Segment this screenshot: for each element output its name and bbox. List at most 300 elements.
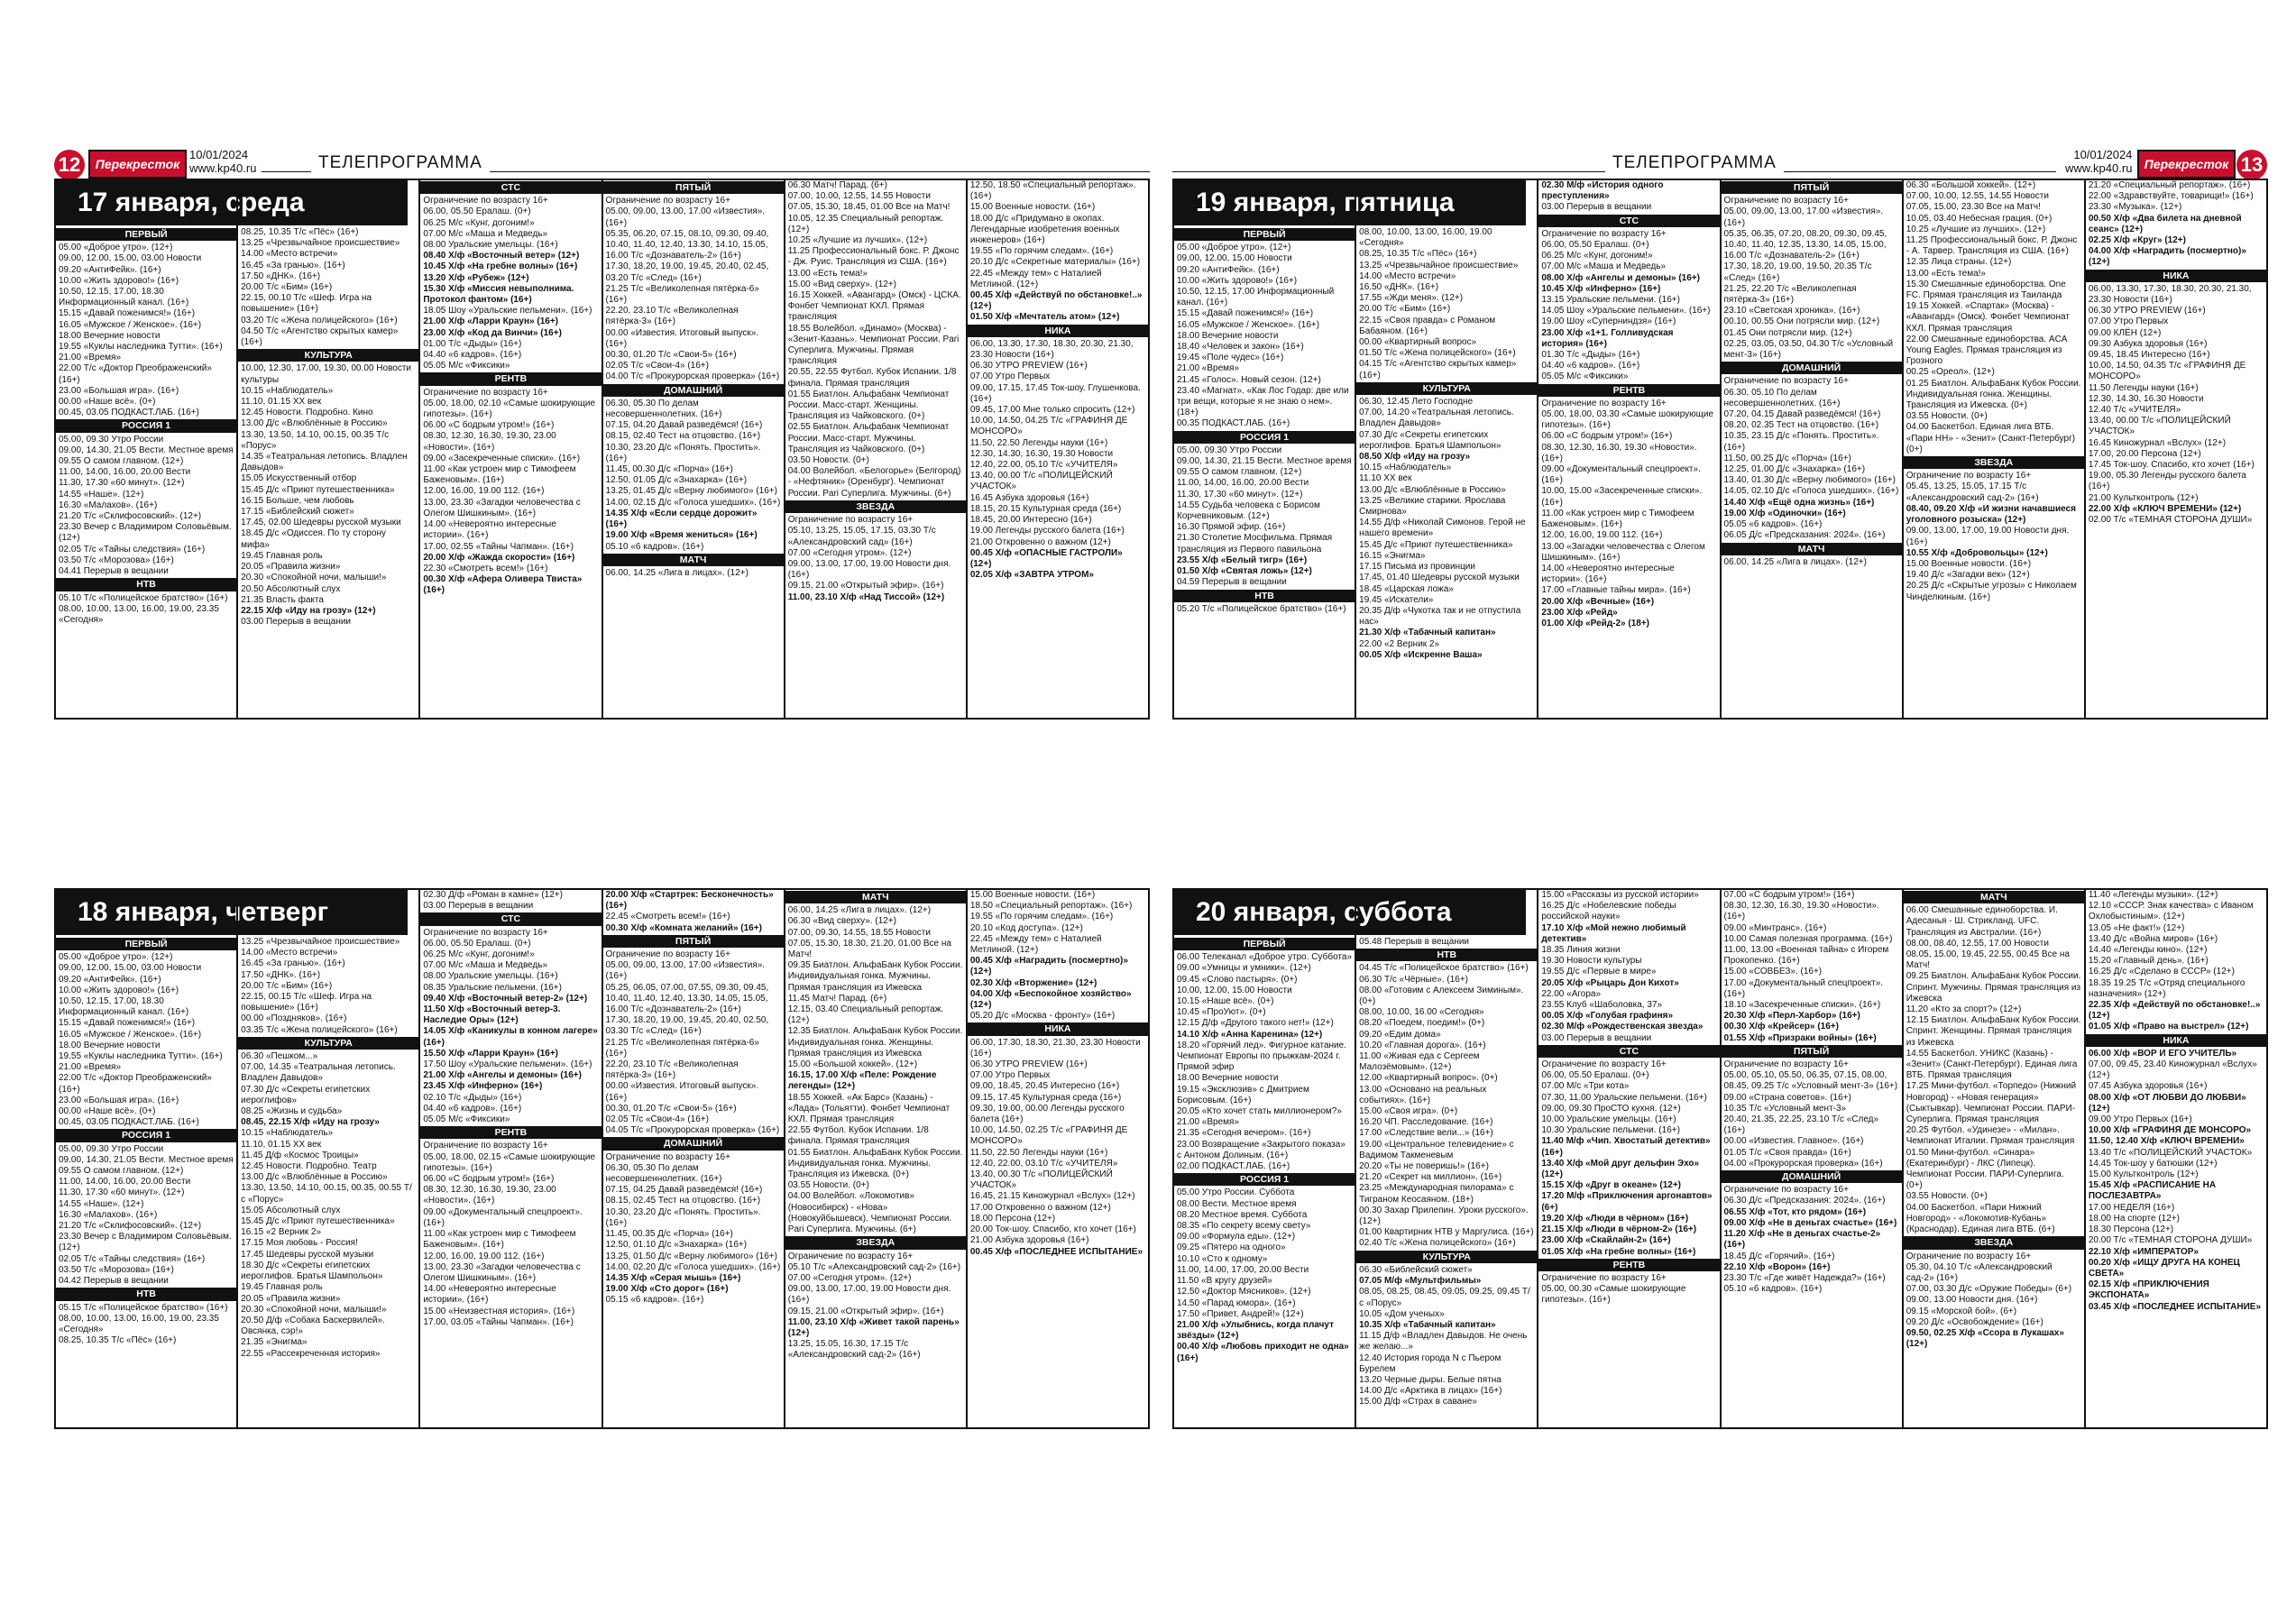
program-listing: 04.00 Х/ф «Беспокойное хозяйство» (12+) (969, 988, 1132, 1011)
program-listing: 05.20 Т/с «Полицейское братство» (16+) (1177, 603, 1346, 614)
schedule-columns (56, 890, 1148, 1427)
program-listing: 11.00, 23.10 Х/ф «Живет такой парень» (12+) (787, 1316, 960, 1338)
program-listing: 05.48 Перерыв в вещании (1359, 937, 1470, 947)
program-listing: 05.20 Д/с «Москва - фронту» (16+) (969, 1011, 1116, 1022)
program-listing: 15.05 Абсолютный слух (241, 1205, 341, 1215)
program-listing: 09.20 «Едим дома» (1359, 1029, 1441, 1040)
program-listing: 05.00, 00.30 «Самые шокирующие гипотезы». (16+) (1541, 1284, 1686, 1306)
channel-header: КУЛЬТУРА (238, 1037, 418, 1050)
program-listing: 16.15 «2 Верник 2» (241, 1227, 322, 1238)
program-listing: 00.05 Х/ф «Голубая графиня» (1541, 1011, 1674, 1022)
program-listing: 10.35 Х/ф «Табачный капитан» (1359, 1319, 1496, 1330)
program-listing: 08.00, 10.00, 16.00 «Сегодня» (1359, 1007, 1484, 1018)
program-listing: 06.30, 05.10 По делам несовершеннолетних. (16+) (1723, 387, 1841, 408)
program-listing: 07.05, 15.30, 18.30, 21.20, 01.00 Все на Матч! (787, 938, 951, 960)
issue-date: 10/01/2024 (2073, 148, 2133, 161)
channel-header: РЕНТВ (420, 372, 601, 385)
program-listing: 06.30 «Большой хоккей». (12+) (1906, 180, 2036, 190)
program-listing: 14.00 «Место встречи» (1359, 270, 1456, 281)
channel-header: ПЯТЫЙ (1722, 1045, 1902, 1058)
program-listing: 20.05 Х/ф «Рыцарь Дон Кихот» (1541, 977, 1679, 988)
program-listing: 05.00, 18.00, 02.10 «Самые шокирующие гипотезы». (16+) (423, 398, 596, 420)
program-listing: 17.45 Шедевры русской музыки (241, 1249, 374, 1260)
program-listing: 07.30 Д/с «Секреты египетских иероглифов» (241, 1084, 371, 1105)
program-listing: 22.20, 23.10 Т/с «Великолепная пятёрка-3» (16+) (605, 306, 739, 327)
program-listing: 15.30 Х/ф «Миссия невыполнима. Протокол фантом» (16+) (423, 283, 574, 306)
program-listing: 03.00 Перерыв в вещании (423, 901, 534, 912)
program-listing: 23.00 Х/ф «Код да Винчи» (16+) (423, 327, 562, 338)
program-listing: 22.30 «Смотреть всем!» (16+) (423, 563, 548, 573)
program-listing: 04.00 Волейбол. «Белогорье» (Белгород) - «Нефтяник» (Оренбург). Чемпионат России. Pari Суперлига. Мужчины. (6+) (787, 466, 961, 499)
program-listing: 06.00, 14.25 «Лига в лицах». (12+) (787, 905, 932, 916)
program-listing: 11.00, 14.00, 17.00, 20.00 Вести (1177, 1264, 1309, 1275)
program-listing: 16.30 «Малахов». (16+) (59, 1209, 158, 1220)
program-listing: 12.40 История города N с Пьером Бурелем (1359, 1352, 1502, 1374)
program-listing: 11.45, 00.35 Д/с «Порча» (16+) (605, 1229, 733, 1240)
program-listing: 21.00 «Время» (1177, 363, 1240, 374)
program-listing: 09.00 «Засекреченные списки». (16+) (423, 453, 581, 463)
program-listing: 15.00 «Рассказы из русской истории» (1541, 890, 1699, 900)
program-listing: 04.59 Перерыв в вещании (1177, 577, 1287, 588)
program-listing: 01.55 Х/ф «Призраки войны» (16+) (1723, 1032, 1877, 1043)
program-listing: 15.15 «Давай поженимся!» (16+) (1177, 308, 1314, 319)
program-listing: 06.05 Д/с «Предсказания: 2024». (16+) (1723, 530, 1886, 541)
program-listing: 23.00 Х/ф «Скайлайн-2» (16+) (1541, 1235, 1671, 1246)
program-listing: 23.40 «Магнат». «Как Лос Годар: две или три вещи, которые я не знаю о нем». (18+) (1177, 385, 1349, 418)
program-listing: 10.00 «Жить здорово!» (16+) (1177, 275, 1298, 286)
program-listing: 19.00 Х/ф «Сто дорог» (16+) (605, 1284, 729, 1295)
program-listing: 12.50, 01.05 Д/с «Знахарка» (16+) (605, 475, 748, 486)
program-listing: 00.45 Х/ф «ПОСЛЕДНЕЕ ИСПЫТАНИЕ» (969, 1246, 1143, 1257)
program-listing: 11.50, 22.50 Легенды науки (16+) (969, 1147, 1108, 1158)
program-listing: 22.55 «Рассекреченная история» (241, 1348, 381, 1359)
channel-header: РОССИЯ 1 (56, 1129, 236, 1142)
program-listing: 20.00 Х/ф «Жажда скорости» (16+) (423, 552, 575, 563)
program-listing: 09.45 «Слово пастыря». (0+) (1177, 974, 1298, 985)
schedule-column (1174, 890, 1355, 1427)
program-listing: 04.15 Т/с «Агентство скрытых камер» (16+) (1359, 359, 1517, 381)
program-listing: 22.15 Х/ф «Иду на грозу» (12+) (241, 605, 376, 616)
program-listing: 12.40, 22.00, 05.10 Т/с «УЧИТЕЛЯ» (969, 460, 1118, 471)
channel-header: ПЕРВЫЙ (1174, 228, 1355, 241)
program-listing: 00.00 «Квартирный вопрос» (1359, 337, 1477, 348)
program-listing: 23.55 Клуб «Шаболовка, 37» (1541, 1000, 1663, 1011)
program-listing: 07.00 Утро Первых (969, 1070, 1051, 1081)
program-listing: 17.00 «Главные тайны мира». (16+) (1541, 585, 1691, 596)
program-listing: 17.45, 01.40 Шедевры русской музыки (1359, 573, 1520, 583)
program-listing: 06.30 УТРО PREVIEW (16+) (969, 361, 1088, 371)
program-listing: 11.00, 13.00 «Военная тайна» с Игорем Прокопенко. (16+) (1723, 945, 1889, 967)
program-listing: 17.15 «Библейский сюжет» (241, 507, 354, 518)
program-listing: 16.45 Киножурнал «Вслух» (12+) (2088, 437, 2227, 448)
program-listing: 09.30, 19.00, 00.00 Легенды русского балета (16+) (969, 1103, 1125, 1125)
program-listing: 08.00 Х/ф «ОТ ЛЮБВИ ДО ЛЮБВИ» (12+) (2088, 1092, 2246, 1114)
program-listing: 02.05 Х/ф «ЗАВТРА УТРОМ» (969, 570, 1094, 581)
program-listing: 11.50, 22.50 Легенды науки (16+) (969, 437, 1108, 448)
program-listing: 21.25, 22.20 Т/с «Великолепная пятёрка-3» (16+) (1723, 283, 1857, 306)
program-listing: 17.00 «Следствие вели...» (16+) (1359, 1128, 1493, 1139)
program-listing: 20.10 Д/с «Секретные материалы» (16+) (969, 257, 1141, 268)
program-listing: 15.15 «Давай поженимся!» (16+) (59, 1018, 196, 1029)
program-listing: 06.00, 05.50 Ералаш. (0+) (1541, 1070, 1649, 1081)
channel-header: ПЯТЫЙ (603, 935, 784, 948)
channel-header: НТВ (1356, 949, 1537, 961)
program-listing: 08.00, 10.00, 13.00, 16.00, 19.00, 23.35 «Сегодня» (59, 1313, 219, 1334)
program-listing: 03.00 Перерыв в вещании (1541, 1032, 1652, 1043)
program-listing: 06.30, 05.30 По делам несовершеннолетних. (16+) (605, 1162, 722, 1185)
program-listing: 00.45 Х/ф «Действуй по обстановке!..» (12+) (969, 290, 1143, 312)
program-listing: 03.50 Т/с «Морозова» (16+) (59, 555, 174, 565)
schedule-column (1720, 890, 1902, 1427)
program-listing: 17.30, 18.20, 19.00, 19.50, 20.35 Т/с «След» (16+) (1723, 261, 1872, 283)
program-listing: 22.00 «Здравствуйте, товарищи!» (16+) (2088, 191, 2254, 202)
program-listing: 04.00 Баскетбол. «Пари Нижний Новгород» - «Локомотив-Кубань» (Краснодар). Единая лига ВТБ. (6+) (1906, 1202, 2055, 1235)
program-listing: 20.40, 21.35, 22.25, 23.10 Т/с «След» (16+) (1723, 1114, 1879, 1136)
schedule-column (1720, 180, 1902, 718)
channel-header: МАТЧ (1904, 891, 2084, 903)
program-listing: 03.20 Т/с «Жена полицейского» (16+) (241, 315, 398, 326)
program-listing: 09.00 «Умницы и умники». (12+) (1177, 963, 1311, 974)
program-listing: 18.30 Персона (12+) (2088, 1224, 2174, 1235)
program-listing: 09.00, 14.30, 21.05 Вести. Местное время (59, 445, 234, 455)
schedule-column (966, 890, 1148, 1427)
program-listing: 17.30, 18.20, 19.00, 19.45, 20.40, 02.50, 03.30 Т/с «След» (16+) (605, 1015, 769, 1037)
program-listing: 16.50 «ДНК». (16+) (1359, 282, 1439, 293)
program-listing: 07.15, 04.25 Давай разведёмся! (16+) (605, 1185, 763, 1196)
program-listing: 12.35 Лица страны. (12+) (1906, 257, 2012, 268)
program-listing: 05.05 М/с «Фиксики» (423, 361, 510, 371)
program-listing: 23.00 Х/ф «Рейд» (1541, 607, 1618, 618)
program-listing: 19.20 Х/ф «Люди в чёрном» (16+) (1541, 1213, 1689, 1224)
program-listing: 14.05 Х/ф «Каникулы в конном лагере» (16+) (423, 1026, 598, 1048)
schedule-column (418, 180, 601, 718)
program-listing: 20.00 Т/с «ТЕМНАЯ СТОРОНА ДУШИ» (2088, 1235, 2253, 1246)
channel-header: ПЕРВЫЙ (1174, 938, 1355, 950)
program-listing: 12.00, 16.00, 19.00 112. (16+) (1541, 530, 1663, 541)
program-listing: 21.25 Т/с «Великолепная пятёрка-6» (16+) (605, 283, 759, 306)
program-listing: 06.55 Х/ф «Тот, кто рядом» (16+) (1723, 1206, 1867, 1217)
program-listing: 13.30, 13.50, 14.10, 00.15, 00.35, 00.55 Т/с «Порус» (241, 1183, 412, 1205)
program-listing: 23.00 Х/ф «1+1. Голливудская история» (16+) (1541, 327, 1674, 349)
program-listing: 22.20, 23.10 Т/с «Великолепная пятёрка-3» (16+) (605, 1059, 739, 1081)
program-listing: 00.00 «Наше всё». (0+) (59, 1106, 156, 1117)
program-listing: 07.00, 09.30, 14.55, 18.55 Новости (787, 927, 931, 938)
program-listing: 02.25, 03.05, 03.50, 04.30 Т/с «Условный мент-3» (16+) (1723, 338, 1894, 361)
program-listing: 10.15 «Наблюдатель» (1359, 463, 1452, 473)
channel-header: ЗВЕЗДА (1904, 1236, 2084, 1249)
program-listing: 05.10 «6 кадров». (16+) (1723, 1284, 1823, 1295)
program-listing: 22.10 Х/ф «Ворон» (16+) (1723, 1261, 1831, 1272)
program-listing: 11.30, 17.30 «60 минут». (12+) (59, 1187, 185, 1198)
channel-header: МАТЧ (1722, 543, 1902, 555)
program-listing: 12.15, 03.40 Специальный репортаж. (12+) (787, 1004, 944, 1026)
program-listing: 09.00, 14.30, 21.05 Вести. Местное время (59, 1154, 234, 1165)
program-listing: 21.20 «Секрет на миллион». (16+) (1359, 1172, 1502, 1183)
program-listing: 20.50 Абсолютный слух (241, 583, 341, 594)
program-listing: 23.00 «Большая игра». (16+) (59, 385, 179, 396)
program-listing: 10.00, 14.50, 04.25 Т/с «ГРАФИНЯ ДЕ МОНСОРО» (969, 416, 1128, 437)
program-listing: 00.05 Х/ф «Искренне Ваша» (1359, 649, 1483, 660)
program-listing: 15.45 Д/с «Приют путешественника» (241, 484, 395, 495)
program-listing: 05.00, 09.00, 13.00, 17.00 «Известия». (16+) (1723, 206, 1884, 228)
program-listing: 10.05 «Дом ученых» (1359, 1308, 1445, 1319)
program-listing: 07.00 «Сегодня утром». (12+) (787, 547, 912, 558)
program-listing: Ограничение по возрасту 16+ (1906, 471, 2032, 481)
program-listing: 06.30 Т/с «Чёрные». (16+) (1359, 974, 1469, 985)
program-listing: 01.05 Х/ф «На гребне волны» (16+) (1541, 1246, 1696, 1257)
program-listing: 20.50 Д/ф «Собака Баскервилей». Овсянка, сэр!» (241, 1315, 385, 1337)
program-listing: 08.35 Уральские пельмени. (16+) (423, 982, 562, 993)
program-listing: 10.25 «Лучшие из лучших». (12+) (787, 235, 928, 246)
day-title: 17 января, среда (56, 180, 408, 225)
program-listing: 20.00 Ток-шоу. Спасибо, кто хочет (16+) (969, 1224, 1136, 1235)
program-listing: 11.50, 00.25 Д/с «Порча» (16+) (1723, 453, 1851, 463)
channel-header: РОССИЯ 1 (1174, 1173, 1355, 1186)
schedule-column (56, 180, 236, 718)
program-listing: 15.00 Военные новости. (16+) (1906, 558, 2032, 569)
program-listing: 23.30 Вечер с Владимиром Соловьёвым. (12+) (59, 522, 232, 544)
program-listing: Ограничение по возрасту 16+ (605, 949, 730, 960)
program-listing: 01.50 Х/ф «Святая ложь» (12+) (1177, 566, 1312, 577)
program-listing: 11.45, 00.30 Д/с «Порча» (16+) (605, 464, 733, 475)
program-listing: 19.45 Главная роль (241, 1282, 323, 1293)
program-listing: 02.40 Т/с «Жена полицейского» (16+) (1359, 1238, 1516, 1249)
newspaper-logo: Перекресток (2137, 150, 2236, 179)
program-listing: 17.45, 02.00 Шедевры русской музыки (241, 518, 401, 528)
program-listing: 12.10 «СССР. Знак качества» с Иваном Охлобыстиным». (12+) (2088, 901, 2254, 922)
program-listing: 05.00, 18.00, 02.15 «Самые шокирующие гипотезы». (16+) (423, 1151, 596, 1173)
program-listing: 12.15 Биатлон. АльфаБанк Кубок России. Спринт. Женщины. Прямая трансляция из Ижевска (1906, 1015, 2081, 1048)
program-listing: 11.00, 23.10 Х/ф «Над Тиссой» (12+) (787, 591, 945, 602)
program-listing: 13.40, 00.00 Т/с «ПОЛИЦЕЙСКИЙ УЧАСТОК» (2088, 416, 2231, 437)
program-listing: 18.00 На спорте (12+) (2088, 1213, 2180, 1224)
program-listing: 09.00 «Страна советов». (16+) (1723, 1092, 1851, 1103)
schedule-column (1537, 180, 1719, 718)
program-listing: 17.50 «ДНК». (16+) (241, 969, 321, 980)
program-listing: 18.00 Вечерние новости (59, 330, 161, 341)
program-listing: 06.30 УТРО PREVIEW (16+) (969, 1059, 1088, 1070)
program-listing: 10.30 Уральские пельмени. (16+) (1541, 1125, 1680, 1136)
program-listing: 12.30, 14.30, 16.30, 19.30 Новости (969, 448, 1114, 459)
program-listing: 17.00 Откровенно о важном (12+) (969, 1202, 1111, 1213)
program-listing: 00.10, 00.55 Они потрясли мир. (12+) (1723, 316, 1880, 327)
day-title: 20 января, суббота (1174, 890, 1526, 935)
program-listing: Ограничение по возрасту 16+ (1723, 1185, 1849, 1196)
program-listing: 10.30, 23.20 Д/с «Понять. Простить». (16+) (605, 442, 761, 463)
program-listing: 10.25 «Лучшие из лучших». (12+) (1906, 224, 2046, 234)
channel-header: НТВ (56, 1288, 236, 1300)
program-listing: 20.10 «Код доступа». (12+) (969, 922, 1083, 933)
page-header (54, 144, 1150, 177)
program-listing: 13.00, 23.30 «Загадки человечества с Олегом Шишкиным». (16+) (423, 497, 581, 518)
program-listing: 19.00 Легенды русского балета (16+) (969, 526, 1125, 536)
program-listing: 13.40, 00.30 Т/с «ПОЛИЦЕЙСКИЙ УЧАСТОК» (969, 1169, 1113, 1191)
program-listing: 13.25, 01.45 Д/с «Верну любимого» (16+) (605, 486, 777, 497)
program-listing: 08.50 Х/ф «Иду на грозу» (1359, 452, 1471, 463)
program-listing: 13.40 Х/ф «Мой друг дельфин Эхо» (12+) (1541, 1158, 1700, 1180)
program-listing: 21.20 Т/с «Склифосовский». (12+) (59, 511, 202, 522)
program-listing: 17.00 «Документальный спецпроект». (16+) (1723, 977, 1884, 999)
program-listing: 00.30 Х/ф «Афера Оливера Твиста» (16+) (423, 574, 583, 596)
program-listing: 15.05 Искусственный отбор (241, 473, 357, 484)
program-listing: 03.50 Новости. (0+) (787, 455, 869, 466)
program-listing: 09.15, 21.00 «Открытый эфир». (16+) (787, 1306, 944, 1316)
program-listing: 08.25, 10.35 Т/с «Пёс» (16+) (1359, 249, 1477, 260)
channel-header: ПЯТЫЙ (1722, 181, 1902, 194)
program-listing: 11.50 Легенды науки (16+) (2088, 382, 2199, 393)
program-listing: 13.00 «Есть тема!» (787, 268, 868, 279)
program-listing: 01.30 Т/с «Дыды» (16+) (1541, 350, 1640, 361)
program-listing: 11.50 Х/ф «Восточный ветер-3. Наследие Оры» (12+) (423, 1004, 561, 1026)
page-header (1172, 144, 2268, 177)
schedule-column (1174, 180, 1355, 718)
program-listing: 00.00 «Известия. Главное». (16+) (1723, 1136, 1864, 1147)
program-listing: 01.00 Т/с «Дыды» (16+) (423, 338, 522, 349)
program-listing: 14.00, 02.20 Д/с «Голоса ушедших». (16+) (605, 1261, 781, 1272)
program-listing: 05.10 Т/с «Полицейское братство» (16+) (59, 592, 228, 603)
program-listing: 02.00 ПОДКАСТ.ЛАБ. (16+) (1177, 1161, 1290, 1172)
day-block (54, 888, 1150, 1429)
program-listing: 19.55 «По горячим следам». (16+) (969, 912, 1114, 922)
channel-header: КУЛЬТУРА (1356, 382, 1537, 395)
program-listing: 09.25 «Пятеро на одного» (1177, 1242, 1286, 1253)
program-listing: 15.00 Культконтроль (12+) (2088, 1169, 2199, 1180)
program-listing: 10.45 Х/ф «На гребне волны» (16+) (423, 261, 578, 272)
schedule-column (966, 180, 1148, 718)
schedule-column (1355, 890, 1537, 1427)
program-listing: 13.25 «Чрезвычайное происшествие» (241, 238, 400, 249)
program-listing: 19.15 Хоккей. «Спартак» (Москва) - «Авангард» (Омск). Фонбет Чемпионат КХЛ. Прямая трансляция (1906, 301, 2070, 334)
program-listing: 15.20 «Главный день». (16+) (2088, 956, 2209, 967)
program-listing: 10.00, 14.50, 02.25 Т/с «ГРАФИНЯ ДЕ МОНСОРО» (969, 1125, 1128, 1147)
program-listing: 01.45 Они потрясли мир. (12+) (1723, 327, 1852, 338)
schedule-column (602, 890, 784, 1427)
program-listing: 05.00, 05.10, 05.50, 06.35, 07.15, 08.00, 08.45, 09.25 Т/с «Условный мент-3» (16+) (1723, 1070, 1898, 1092)
program-listing: 05.45, 13.25, 15.05, 17.15 Т/с «Александровский сад-2» (16+) (1906, 481, 2039, 503)
program-listing: 09.00, 13.00, 17.00, 19.00 Новости дня. (16+) (787, 558, 951, 581)
issue-date: 10/01/2024 (189, 148, 249, 161)
program-listing: 06.30 Матч! Парад. (6+) (787, 180, 887, 190)
program-listing: 08.40 Х/ф «Восточный ветер» (12+) (423, 251, 580, 261)
program-listing: 21.00 Х/ф «Ангелы и демоны» (16+) (423, 1070, 582, 1081)
program-listing: 20.05 «Правила жизни» (241, 562, 341, 573)
program-listing: 20.55, 22.55 Футбол. Кубок Испании. 1/8 финала. Прямая трансляция (787, 367, 957, 389)
program-listing: 17.15 Моя любовь - Россия! (241, 1238, 358, 1249)
program-listing: 02.30 Х/ф «Вторжение» (12+) (969, 977, 1097, 988)
schedule-column (602, 180, 784, 718)
program-listing: 14.55 Д/ф «Николай Симонов. Герой не нашего времени» (1359, 518, 1526, 539)
program-listing: 13.00 «Основано на реальных событиях». (16+) (1359, 1084, 1487, 1105)
program-listing: 20.20 «Ты не поверишь!» (16+) (1359, 1161, 1489, 1172)
program-listing: 09.20 «АнтиФейк». (16+) (59, 264, 161, 275)
program-listing: 03.00 Перерыв в вещании (1541, 202, 1652, 213)
program-listing: 07.00 Утро Первых (969, 371, 1051, 382)
program-listing: 07.05 М/ф «Мультфильмы» (1359, 1276, 1482, 1287)
program-listing: 20.25 Д/с «Скрытые угрозы» с Николаем Чинделкиным. (16+) (1906, 581, 2077, 602)
program-listing: 21.20 «Специальный репортаж». (16+) (2088, 180, 2251, 190)
program-listing: 01.50 Т/с «Жена полицейского» (16+) (1359, 348, 1516, 359)
program-listing: 05.05 М/с «Фиксики» (423, 1114, 510, 1125)
program-listing: 07.45 Азбука здоровья (16+) (2088, 1081, 2208, 1092)
program-listing: Ограничение по возрасту 16+ (605, 1151, 730, 1162)
channel-header: РЕНТВ (1538, 1259, 1719, 1271)
program-listing: 14.55 «Наше». (12+) (59, 489, 144, 500)
channel-header: НТВ (1174, 590, 1355, 602)
program-listing: 04.45 Т/с «Полицейское братство» (16+) (1359, 963, 1529, 974)
program-listing: 09.00 «Минтранс». (16+) (1723, 922, 1827, 933)
program-listing: Ограничение по возрасту 16+ (423, 1141, 548, 1151)
program-listing: 12.00, 16.00, 19.00 112. (16+) (423, 486, 545, 497)
program-listing: 00.00 «Наше всё». (0+) (59, 397, 156, 408)
program-listing: 14.00 «Невероятно интересные истории». (16+) (1541, 563, 1675, 585)
program-listing: 15.00 Д/ф «Страх в саване» (1359, 1397, 1477, 1408)
program-listing: 21.15 Х/ф «Люди в чёрном-2» (16+) (1541, 1224, 1697, 1235)
program-listing: 07.00, 14.35 «Театральная летопись. Владлен Давыдов» (241, 1062, 396, 1084)
program-listing: 00.30 Х/ф «Крейсер» (16+) (1723, 1022, 1839, 1032)
program-listing: 08.35 «По секрету всему свету» (1177, 1221, 1311, 1232)
program-listing: 15.15 «Давай поженимся!» (16+) (59, 308, 196, 319)
program-listing: 09.55 О самом главном. (12+) (59, 456, 184, 467)
program-listing: 16.20 ЧП. Расследование. (16+) (1359, 1117, 1493, 1128)
program-listing: 04.00 Баскетбол. Единая лига ВТБ. «Пари НН» - «Зенит» (Санкт-Петербург) (0+) (1906, 422, 2076, 454)
program-listing: 03.50 Т/с «Морозова» (16+) (59, 1264, 174, 1275)
program-listing: 09.00, 12.00, 15.00, 03.00 Новости (59, 963, 202, 974)
program-listing: 18.10 «Засекреченные списки». (16+) (1723, 1000, 1881, 1011)
program-listing: 05.00, 09.30 Утро России (59, 1143, 164, 1154)
program-listing: 16.15 Больше, чем любовь (241, 495, 354, 506)
program-listing: 12.00 «Квартирный вопрос». (0+) (1359, 1073, 1498, 1084)
channel-header: СТС (420, 181, 601, 194)
program-listing: 09.45, 17.00 Мне только спросить (12+) (969, 405, 1135, 416)
program-listing: 07.00 «С бодрым утром!» (16+) (1723, 890, 1855, 900)
program-listing: 12.50, 01.10 Д/с «Знахарка» (16+) (605, 1240, 748, 1251)
program-listing: 08.00 Уральские умельцы. (16+) (423, 971, 558, 982)
program-listing: 18.20 «Горячий лед». Фигурное катание. Чемпионат Европы по прыжкам-2024 г. Прямой эфир (1177, 1040, 1346, 1073)
channel-header: СТС (1538, 1045, 1719, 1058)
channel-header: ЗВЕЗДА (785, 500, 966, 513)
program-listing: 00.30, 01.20 Т/с «Свои-5» (16+) (605, 350, 737, 361)
program-listing: 09.55 О самом главном. (12+) (59, 1166, 184, 1177)
program-listing: 19.00 Х/ф «Время жениться» (16+) (605, 530, 758, 541)
program-listing: 14.55 Судьба человека с Борисом Корчевниковым. (12+) (1177, 500, 1320, 522)
channel-header: КУЛЬТУРА (238, 349, 418, 362)
program-listing: 06.00, 17.30, 18.30, 21.30, 23.30 Новости (16+) (969, 1037, 1141, 1059)
program-listing: 08.20 Местное время. Суббота (1177, 1209, 1308, 1220)
program-listing: 13.40, 00.00 Т/с «ПОЛИЦЕЙСКИЙ УЧАСТОК» (969, 471, 1113, 492)
program-listing: 02.30 Д/ф «Роман в камне» (12+) (423, 890, 563, 900)
program-listing: 05.00, 18.00, 03.30 «Самые шокирующие гипотезы». (16+) (1541, 409, 1714, 431)
program-listing: 11.25 Профессиональный бокс. Р. Джонс - Дж. Руис. Трансляция из США. (16+) (787, 246, 960, 268)
schedule-column (1537, 890, 1719, 1427)
site-url: www.kp40.ru (2065, 161, 2133, 175)
program-listing: 09.45, 18.45 Интересно (16+) (2088, 350, 2210, 361)
program-listing: 08.05, 08.25, 08.45, 09.05, 09.25, 09.45 Т/с «Порус» (1359, 1287, 1530, 1308)
schedule-column (2084, 890, 2266, 1427)
program-listing: 02.10 Т/с «Дыды» (16+) (423, 1092, 522, 1103)
program-listing: 07.30, 11.00 Уральские пельмени. (16+) (1541, 1092, 1707, 1103)
program-listing: 10.50, 12.15, 17.00, 18.30 Информационный канал. (16+) (59, 996, 189, 1018)
program-listing: 09.20 «АнтиФейк». (16+) (59, 974, 161, 985)
program-listing: 10.00, 12.00, 15.00 Новости (1177, 985, 1292, 995)
program-listing: 07.00 М/с «Три кота» (1541, 1081, 1630, 1092)
program-listing: 15.30 Смешанные единоборства. One FC. Прямая трансляция из Таиланда (1906, 279, 2066, 301)
program-listing: 10.00 «Жить здорово!» (16+) (59, 275, 179, 286)
program-listing: 21.35 «Сегодня вечером». (16+) (1177, 1128, 1311, 1139)
program-listing: 22.00 Т/с «Доктор Преображенский» (16+) (59, 1073, 212, 1095)
program-listing: 05.10 «6 кадров». (16+) (605, 541, 704, 552)
program-listing: 16.05 «Мужское / Женское». (16+) (59, 319, 202, 330)
program-listing: 14.35 Х/ф «Если сердце дорожит» (16+) (605, 508, 758, 530)
